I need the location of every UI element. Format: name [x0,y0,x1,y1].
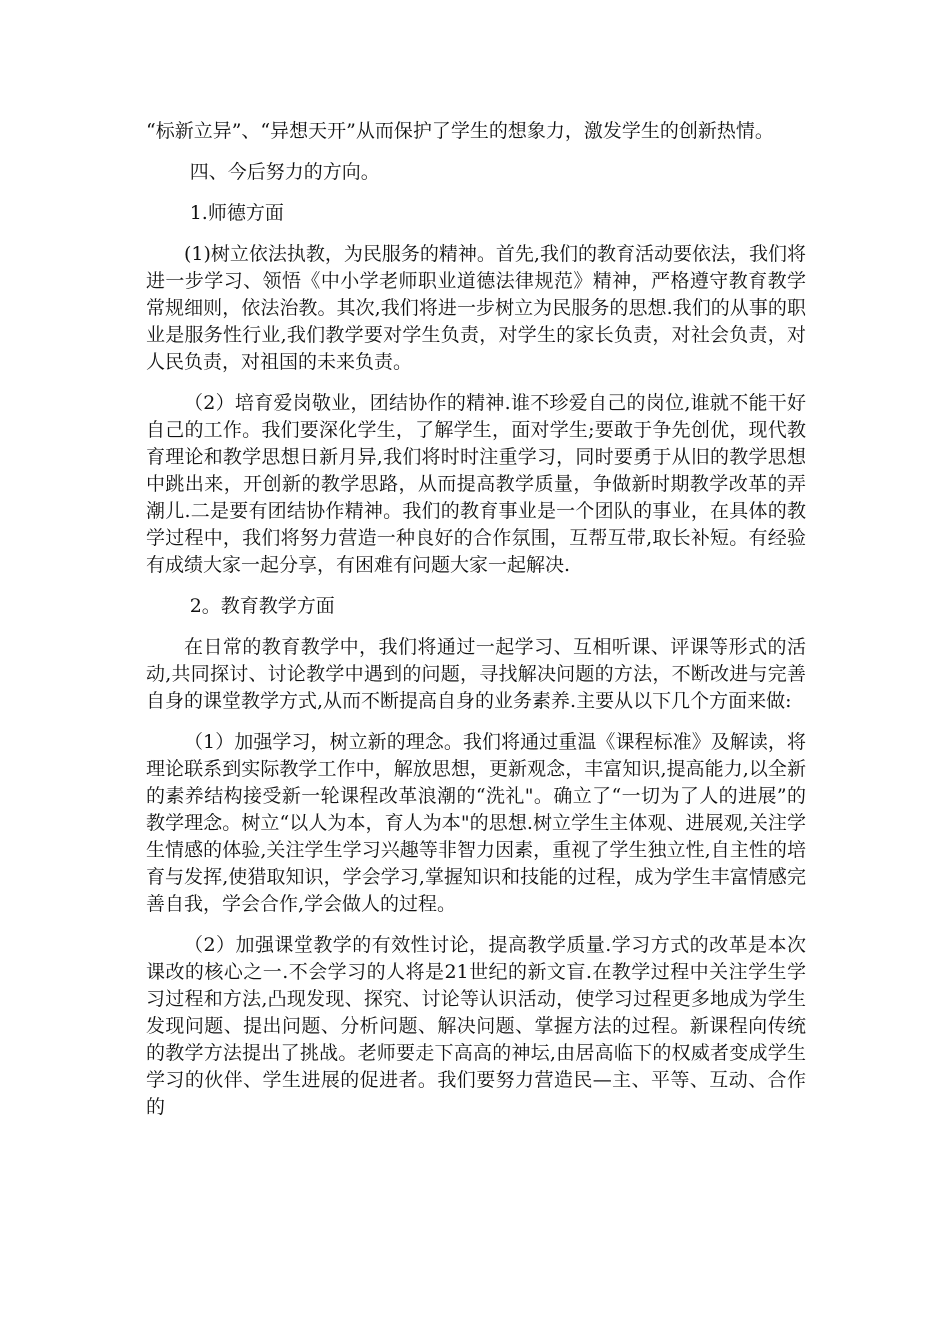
paragraph-ethics-point-2: （2）培育爱岗敬业，团结协作的精神.谁不珍爱自己的岗位,谁就不能干好自己的工作。我们要深化学生，了解学生，面对学生;要敢于争先创优，现代教育理论和教学思想日新月异,我们将时时注重学习，同时要勇于从旧的教学思想中跳出来，开创新的教学思路，从而提高教学质量，争做新时期教学改革的弄潮儿.二是要有团结协作精神。我们的教育事业是一个团队的事业，在具体的教学过程中，我们将努力营造一种良好的合作氛围，互帮互带,取长补短。有经验有成绩大家一起分享，有困难有问题大家一起解决. [146,392,806,576]
document-body [146,118,806,1135]
subsection-heading-teacher-ethics: 1.师德方面 [189,202,284,224]
paragraph-teaching-point-1: （1）加强学习，树立新的理念。我们将通过重温《课程标准》及解读，将理论联系到实际教学工作中，解放思想，更新观念，丰富知识,提高能力,以全新的素养结构接受新一轮课程改革浪潮的“洗礼"。确立了“一切为了人的进展”的教学理念。树立“以人为本，育人为本"的思想.树立学生主体观、进展观,关注学生情感的体验,关注学生学习兴趣等非智力因素，重视了学生独立性,自主性的培育与发挥,使猎取知识，学会学习,掌握知识和技能的过程，成为学生丰富情感完善自我，学会合作,学会做人的过程。 [146,731,806,915]
paragraph-teaching-intro: 在日常的教育教学中，我们将通过一起学习、互相听课、评课等形式的活动,共同探讨、讨论教学中遇到的问题，寻找解决问题的方法，不断改进与完善自身的课堂教学方式,从而不断提高自身的业务素养.主要从以下几个方面来做: [146,636,806,712]
section-heading-future-direction: 四、今后努力的方向。 [189,161,380,183]
paragraph-continuation: “标新立异”、“异想天开”从而保护了学生的想象力，激发学生的创新热情。 [146,120,774,142]
paragraph-teaching-point-2: （2）加强课堂教学的有效性讨论，提高教学质量.学习方式的改革是本次课改的核心之一.不会学习的人将是21世纪的新文盲.在教学过程中关注学生学习过程和方法,凸现发现、探究、讨论等认识活动，使学习过程更多地成为学生发现问题、提出问题、分析问题、解决问题、掌握方法的过程。新课程向传统的教学方法提出了挑战。老师要走下高高的神坛,由居高临下的权威者变成学生学习的伙伴、学生进展的促进者。我们要努力营造民—主、平等、互动、合作的 [146,934,806,1118]
paragraph-ethics-point-1: (1)树立依法执教，为民服务的精神。首先,我们的教育活动要依法，我们将进一步学习、领悟《中小学老师职业道德法律规范》精神，严格遵守教育教学常规细则，依法治教。其次,我们将进一步树立为民服务的思想.我们的从事的职业是服务性行业,我们教学要对学生负责，对学生的家长负责，对社会负责，对人民负责，对祖国的未来负责。 [146,243,806,373]
subsection-heading-teaching: 2。教育教学方面 [189,595,335,617]
